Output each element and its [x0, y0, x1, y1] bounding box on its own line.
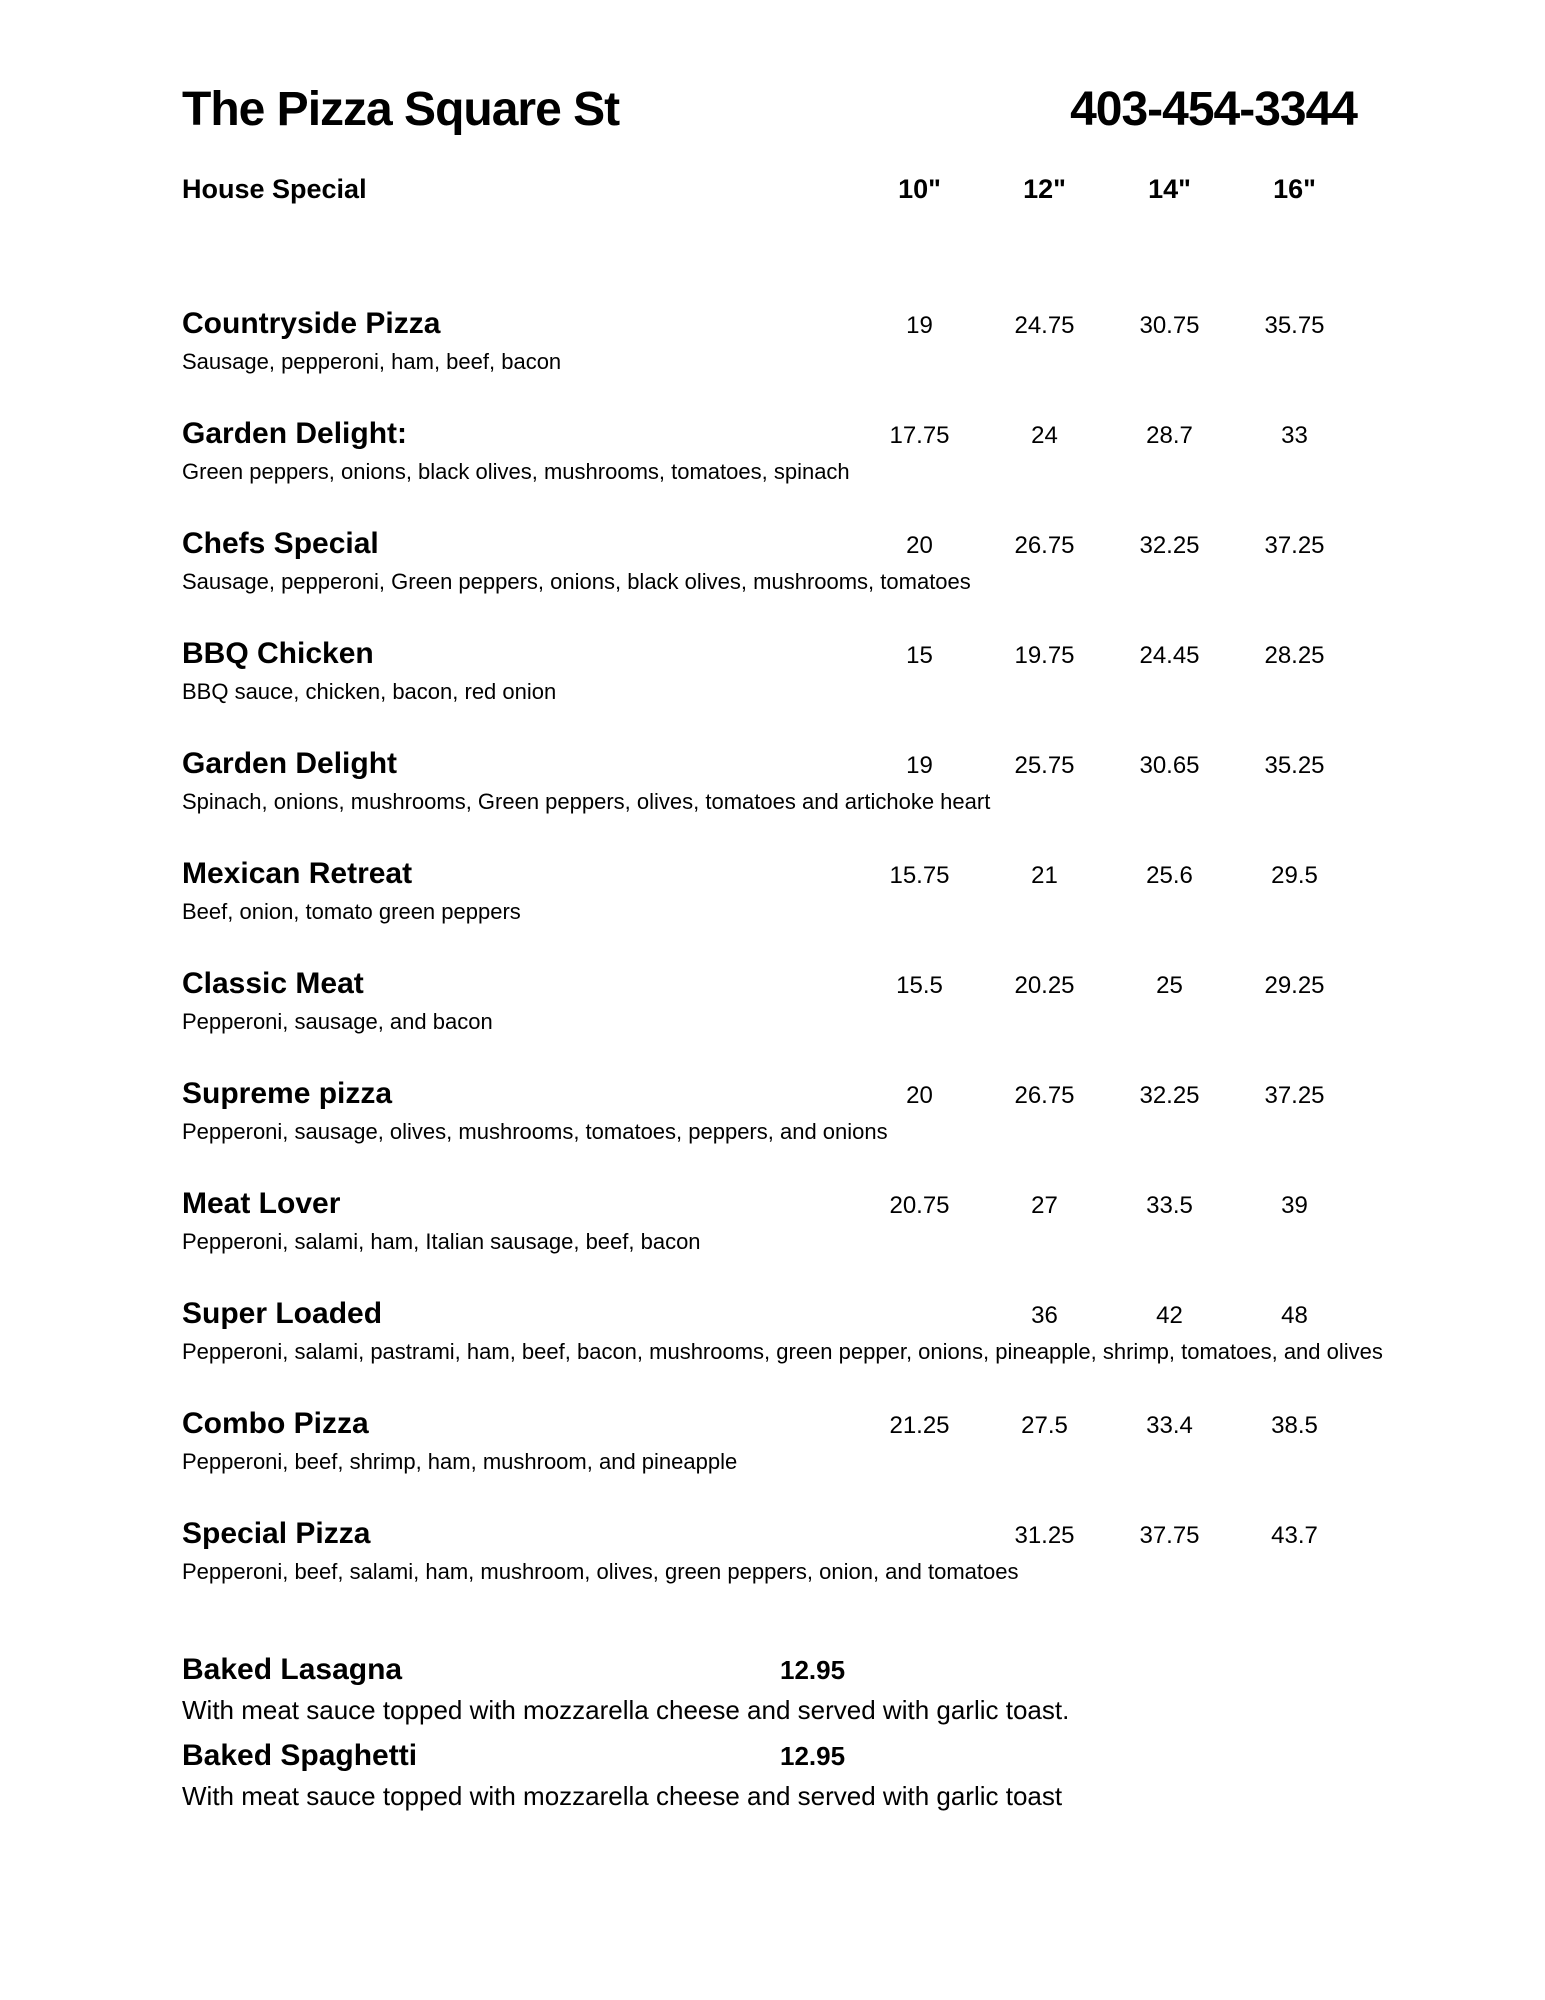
pizza-description: Sausage, pepperoni, ham, beef, bacon [182, 349, 562, 374]
pizza-name: Garden Delight: [182, 417, 408, 450]
pizza-description: Pepperoni, beef, shrimp, ham, mushroom, and pineapple [182, 1449, 738, 1474]
price-12in: 24 [1031, 422, 1058, 449]
pasta-section [182, 1649, 1357, 1813]
pizza-item-row [182, 1515, 1357, 1555]
pizza-description: Pepperoni, sausage, and bacon [182, 1009, 493, 1034]
pizza-name: Chefs Special [182, 527, 379, 560]
pizza-name: BBQ Chicken [182, 637, 374, 670]
pizza-item [182, 1405, 1357, 1477]
price-14in: 30.75 [1139, 312, 1200, 339]
price-12in: 27 [1031, 1192, 1058, 1219]
price-14in: 33.5 [1146, 1192, 1193, 1219]
pizza-item-row [182, 1295, 1357, 1335]
price-16in: 35.25 [1264, 752, 1325, 779]
price-14in: 37.75 [1139, 1522, 1200, 1549]
price-14in: 24.45 [1139, 642, 1200, 669]
pizza-item-row [182, 745, 1357, 785]
price-12in: 27.5 [1021, 1412, 1068, 1439]
size-header-row [182, 174, 1357, 205]
price-14in: 28.7 [1146, 422, 1193, 449]
pizza-item-row [182, 305, 1357, 345]
pizza-item [182, 635, 1357, 707]
price-10in: 20 [906, 1082, 933, 1109]
pizza-description: Pepperoni, beef, salami, ham, mushroom, olives, green peppers, onion, and tomatoes [182, 1559, 1019, 1584]
price-14in: 25 [1156, 972, 1183, 999]
price-12in: 26.75 [1014, 532, 1075, 559]
price-16in: 29.5 [1271, 862, 1318, 889]
pizza-item [182, 1515, 1357, 1587]
price-16in: 48 [1281, 1302, 1308, 1329]
pizza-name: Special Pizza [182, 1517, 371, 1550]
pizza-item-row [182, 415, 1357, 455]
pizza-description: Pepperoni, salami, pastrami, ham, beef, bacon, mushrooms, green pepper, onions, pineapple, shrimp, tomatoes, and olives [182, 1339, 1383, 1364]
pizza-description: Sausage, pepperoni, Green peppers, onions, black olives, mushrooms, tomatoes [182, 569, 971, 594]
price-14in: 25.6 [1146, 862, 1193, 889]
pasta-description: With meat sauce topped with mozzarella cheese and served with garlic toast. [182, 1695, 1070, 1725]
menu-content [182, 80, 1383, 1821]
pizza-item-row [182, 635, 1357, 675]
pizza-name: Meat Lover [182, 1187, 341, 1220]
pizza-description: Spinach, onions, mushrooms, Green peppers, olives, tomatoes and artichoke heart [182, 789, 991, 814]
pizza-name: Supreme pizza [182, 1077, 393, 1110]
price-12in: 24.75 [1014, 312, 1075, 339]
pizza-name: Super Loaded [182, 1297, 383, 1330]
size-header-12: 12" [1023, 174, 1066, 204]
pizza-item [182, 525, 1357, 597]
price-10in: 20.75 [889, 1192, 950, 1219]
section-label-house-special: House Special [182, 174, 367, 204]
price-10in: 21.25 [889, 1412, 950, 1439]
price-14in: 42 [1156, 1302, 1183, 1329]
pizza-item [182, 1075, 1357, 1147]
price-16in: 37.25 [1264, 532, 1325, 559]
pizza-description: Pepperoni, salami, ham, Italian sausage, beef, bacon [182, 1229, 701, 1254]
price-12in: 36 [1031, 1302, 1058, 1329]
price-16in: 28.25 [1264, 642, 1325, 669]
pasta-item [182, 1735, 1357, 1813]
pizza-description: Green peppers, onions, black olives, mushrooms, tomatoes, spinach [182, 459, 850, 484]
price-10in: 15.75 [889, 862, 950, 889]
pizza-item [182, 305, 1357, 377]
price-16in: 33 [1281, 422, 1308, 449]
price-16in: 35.75 [1264, 312, 1325, 339]
price-14in: 32.25 [1139, 1082, 1200, 1109]
pizza-description: Pepperoni, sausage, olives, mushrooms, tomatoes, peppers, and onions [182, 1119, 888, 1144]
pizza-item [182, 745, 1357, 817]
pasta-item-row [182, 1649, 1357, 1691]
price-16in: 37.25 [1264, 1082, 1325, 1109]
price-12in: 31.25 [1014, 1522, 1075, 1549]
pizza-item [182, 415, 1357, 487]
pizza-item-row [182, 965, 1357, 1005]
price-12in: 19.75 [1014, 642, 1075, 669]
pizza-name: Garden Delight [182, 747, 398, 780]
pizza-name: Classic Meat [182, 967, 364, 1000]
pizza-item-row [182, 525, 1357, 565]
price-14in: 33.4 [1146, 1412, 1193, 1439]
size-header-16: 16" [1273, 174, 1316, 204]
menu-header [182, 80, 1357, 140]
price-12in: 21 [1031, 862, 1058, 889]
pizza-item [182, 1295, 1383, 1367]
pizza-item-row [182, 1405, 1357, 1445]
price-16in: 43.7 [1271, 1522, 1318, 1549]
price-16in: 38.5 [1271, 1412, 1318, 1439]
price-14in: 30.65 [1139, 752, 1200, 779]
price-14in: 32.25 [1139, 532, 1200, 559]
price-10in: 17.75 [889, 422, 950, 449]
pizza-item [182, 855, 1357, 927]
pizza-item-row [182, 855, 1357, 895]
pasta-name: Baked Spaghetti [182, 1739, 418, 1772]
price-12in: 20.25 [1014, 972, 1075, 999]
pasta-name: Baked Lasagna [182, 1653, 403, 1686]
size-header-10: 10" [898, 174, 941, 204]
price-10in: 15.5 [896, 972, 943, 999]
pizza-name: Countryside Pizza [182, 307, 441, 340]
pizza-name: Mexican Retreat [182, 857, 413, 890]
pizza-description: Beef, onion, tomato green peppers [182, 899, 521, 924]
pasta-item-row [182, 1735, 1357, 1777]
pizza-item-list [182, 305, 1383, 1587]
price-12in: 26.75 [1014, 1082, 1075, 1109]
pizza-item [182, 965, 1357, 1037]
price-16in: 39 [1281, 1192, 1308, 1219]
pizza-item [182, 1185, 1357, 1257]
price-10in: 19 [906, 312, 933, 339]
pasta-description: With meat sauce topped with mozzarella cheese and served with garlic toast [182, 1781, 1063, 1811]
price-10in: 19 [906, 752, 933, 779]
pasta-item [182, 1649, 1357, 1727]
pizza-item-row [182, 1185, 1357, 1225]
phone-number: 403-454-3344 [1070, 83, 1357, 136]
pasta-price: 12.95 [780, 1655, 846, 1685]
price-12in: 25.75 [1014, 752, 1075, 779]
price-10in: 20 [906, 532, 933, 559]
size-header-14: 14" [1148, 174, 1191, 204]
restaurant-title: The Pizza Square St [182, 83, 620, 136]
pizza-name: Combo Pizza [182, 1407, 369, 1440]
pizza-item-row [182, 1075, 1357, 1115]
price-16in: 29.25 [1264, 972, 1325, 999]
pasta-price: 12.95 [780, 1741, 846, 1771]
pizza-description: BBQ sauce, chicken, bacon, red onion [182, 679, 557, 704]
price-10in: 15 [906, 642, 933, 669]
